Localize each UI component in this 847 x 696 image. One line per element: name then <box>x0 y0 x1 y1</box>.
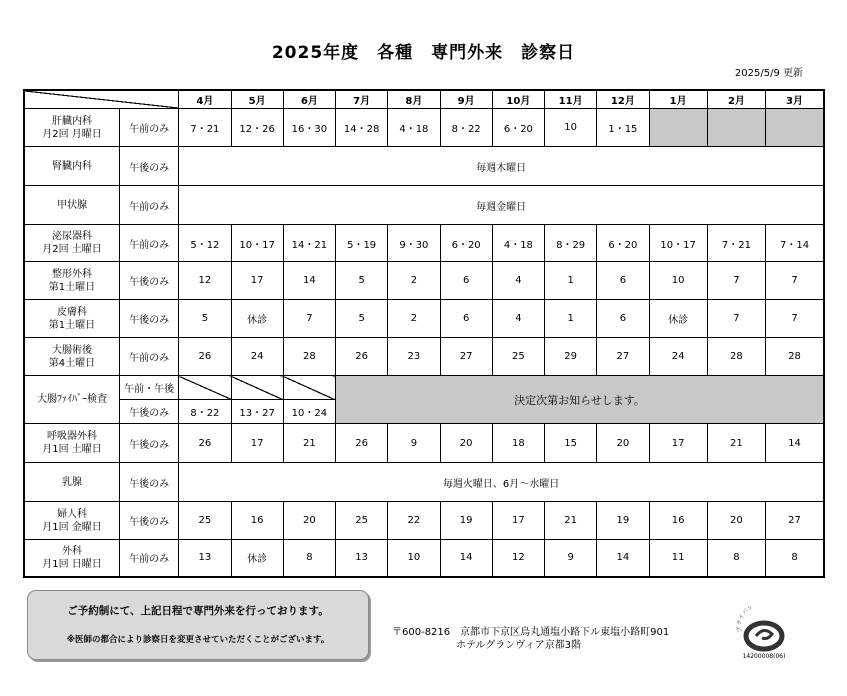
slot-cell: 午前のみ <box>119 186 178 225</box>
date-cell: 23 <box>388 338 440 376</box>
date-cell: 4 <box>492 300 544 338</box>
month-header: 1月 <box>649 90 707 109</box>
date-cell: 7・21 <box>179 109 231 147</box>
date-cell: 21 <box>707 424 765 463</box>
row-orthopedics <box>24 262 824 300</box>
slot-cell: 午前のみ <box>119 540 178 577</box>
dept-cell: 外科 月1回 日曜日 <box>24 540 119 577</box>
dept-cell: 乳腺 <box>24 463 119 502</box>
address-line-1: 〒600-8216 京都市下京区烏丸通塩小路下ル東塩小路町901 <box>392 627 670 638</box>
privacy-mark-logo <box>732 606 804 662</box>
slot-cell: 午前のみ <box>119 338 178 376</box>
na-cell <box>283 376 335 400</box>
row-thyroid <box>24 186 824 225</box>
date-cell: 27 <box>440 338 492 376</box>
dept-cell: 泌尿器科 月2回 土曜日 <box>24 225 119 262</box>
note-line-2: ※医師の都合により診察日を変更させていただくことがございます。 <box>66 635 330 645</box>
date-cell: 7 <box>707 262 765 300</box>
date-cell: 6 <box>597 300 649 338</box>
date-cell: 9 <box>388 424 440 463</box>
slot-cell: 午前・午後 <box>119 376 178 400</box>
row-dermatology <box>24 300 824 338</box>
date-cell: 17 <box>231 262 283 300</box>
date-cell: 4・18 <box>492 225 544 262</box>
date-cell: 6・20 <box>440 225 492 262</box>
date-cell: 29 <box>545 338 597 376</box>
date-cell: 21 <box>545 502 597 540</box>
date-cell: 22 <box>388 502 440 540</box>
date-cell: 7 <box>283 300 335 338</box>
date-cell: 14 <box>597 540 649 577</box>
date-cell: 7 <box>707 300 765 338</box>
date-cell: 9 <box>545 540 597 577</box>
date-cell: 7・21 <box>707 225 765 262</box>
date-cell: 5 <box>336 262 388 300</box>
date-cell: 6 <box>440 300 492 338</box>
header-row <box>24 90 824 109</box>
date-cell: 6・20 <box>492 109 544 147</box>
date-cell: 20 <box>597 424 649 463</box>
updated-date: 2025/5/9 更新 <box>734 68 803 79</box>
date-cell: 26 <box>179 338 231 376</box>
slot-cell: 午後のみ <box>119 147 178 186</box>
row-colon-postop <box>24 338 824 376</box>
row-breast <box>24 463 824 502</box>
month-header: 8月 <box>388 90 440 109</box>
date-cell: 13 <box>179 540 231 577</box>
date-cell: 1・15 <box>597 109 649 147</box>
dept-cell: 皮膚科 第1土曜日 <box>24 300 119 338</box>
na-cell <box>179 376 231 400</box>
dept-cell: 大腸ﾌｧｲﾊﾞｰ検査 <box>24 376 119 424</box>
date-cell: 28 <box>707 338 765 376</box>
date-cell: 16・30 <box>283 109 335 147</box>
closed-cell: 休診 <box>231 540 283 577</box>
date-cell: 10・17 <box>649 225 707 262</box>
date-cell: 20 <box>440 424 492 463</box>
row-liver <box>24 109 824 147</box>
date-cell: 5・12 <box>179 225 231 262</box>
date-cell: 28 <box>766 338 824 376</box>
dept-cell: 呼吸器外科 月1回 土曜日 <box>24 424 119 463</box>
closed-cell: 休診 <box>231 300 283 338</box>
date-cell: 14 <box>283 262 335 300</box>
address-line-2: ホテルグランヴィア京都3階 <box>456 640 582 651</box>
date-cell: 25 <box>179 502 231 540</box>
slot-cell: 午後のみ <box>119 300 178 338</box>
date-cell: 16 <box>649 502 707 540</box>
date-cell: 13・27 <box>231 400 283 424</box>
date-cell: 10 <box>388 540 440 577</box>
date-cell: 12 <box>492 540 544 577</box>
date-cell: 12 <box>179 262 231 300</box>
month-header: 9月 <box>440 90 492 109</box>
month-header: 3月 <box>766 90 824 109</box>
date-cell: 14 <box>440 540 492 577</box>
dept-cell: 肝臓内科 月2回 月曜日 <box>24 109 119 147</box>
date-cell: 9・30 <box>388 225 440 262</box>
date-cell: 6・20 <box>597 225 649 262</box>
date-cell: 14・21 <box>283 225 335 262</box>
privacy-mark-number: 14200008(06) <box>742 653 786 660</box>
slot-cell: 午前のみ <box>119 225 178 262</box>
row-urology <box>24 225 824 262</box>
date-cell: 28 <box>283 338 335 376</box>
date-cell: 7 <box>766 262 824 300</box>
row-surgery <box>24 540 824 577</box>
date-cell: 8・22 <box>179 400 231 424</box>
empty-cell <box>649 109 707 147</box>
empty-cell <box>766 109 824 147</box>
date-cell: 19 <box>597 502 649 540</box>
dept-cell: 婦人科 月1回 金曜日 <box>24 502 119 540</box>
date-cell: 4 <box>492 262 544 300</box>
date-cell: 10・24 <box>283 400 335 424</box>
month-header: 7月 <box>336 90 388 109</box>
month-header: 11月 <box>545 90 597 109</box>
date-cell: 8・29 <box>545 225 597 262</box>
date-cell: 26 <box>336 338 388 376</box>
date-cell: 8 <box>766 540 824 577</box>
dept-cell: 整形外科 第1土曜日 <box>24 262 119 300</box>
date-cell: 7・14 <box>766 225 824 262</box>
date-cell: 14・28 <box>336 109 388 147</box>
schedule-text: 毎週金曜日 <box>179 186 824 225</box>
date-cell: 25 <box>336 502 388 540</box>
date-cell: 17 <box>231 424 283 463</box>
reservation-note <box>27 590 369 660</box>
date-cell: 17 <box>492 502 544 540</box>
date-cell: 26 <box>336 424 388 463</box>
date-cell: 17 <box>649 424 707 463</box>
date-cell: 6 <box>597 262 649 300</box>
row-gynecology <box>24 502 824 540</box>
date-cell: 26 <box>179 424 231 463</box>
date-cell: 12・26 <box>231 109 283 147</box>
slot-cell: 午後のみ <box>119 400 178 424</box>
svg-text:プライバシー: プライバシ <box>735 606 755 633</box>
month-header: 5月 <box>231 90 283 109</box>
date-cell: 8 <box>283 540 335 577</box>
dept-cell: 腎臓内科 <box>24 147 119 186</box>
slot-cell: 午後のみ <box>119 463 178 502</box>
date-cell: 1 <box>545 300 597 338</box>
date-cell: 5・19 <box>336 225 388 262</box>
closed-cell: 休診 <box>649 300 707 338</box>
dept-cell: 大腸術後 第4土曜日 <box>24 338 119 376</box>
schedule-text: 毎週木曜日 <box>179 147 824 186</box>
note-line-1: ご予約制にて、上記日程で専門外来を行っております。 <box>67 605 329 617</box>
date-cell: 4・18 <box>388 109 440 147</box>
month-header: 6月 <box>283 90 335 109</box>
address <box>392 626 669 652</box>
date-cell: 5 <box>336 300 388 338</box>
date-cell: 7 <box>766 300 824 338</box>
date-cell: 13 <box>336 540 388 577</box>
date-cell: 1 <box>545 262 597 300</box>
schedule-text: 毎週火曜日、6月～水曜日 <box>179 463 824 502</box>
date-cell: 27 <box>766 502 824 540</box>
date-cell: 25 <box>492 338 544 376</box>
date-cell: 10 <box>545 109 597 147</box>
schedule-table <box>23 89 825 578</box>
dept-cell: 甲状腺 <box>24 186 119 225</box>
month-header: 2月 <box>707 90 765 109</box>
date-cell: 18 <box>492 424 544 463</box>
date-cell: 16 <box>231 502 283 540</box>
slot-cell: 午後のみ <box>119 502 178 540</box>
na-cell <box>231 376 283 400</box>
row-colonoscopy-am-pm <box>24 376 824 400</box>
date-cell: 2 <box>388 262 440 300</box>
date-cell: 21 <box>283 424 335 463</box>
date-cell: 20 <box>283 502 335 540</box>
date-cell: 14 <box>766 424 824 463</box>
date-cell: 20 <box>707 502 765 540</box>
date-cell: 19 <box>440 502 492 540</box>
slot-cell: 午前のみ <box>119 109 178 147</box>
date-cell: 24 <box>231 338 283 376</box>
date-cell: 11 <box>649 540 707 577</box>
page-title: 2025年度 各種 専門外来 診察日 <box>271 43 576 63</box>
date-cell: 10 <box>649 262 707 300</box>
month-header: 10月 <box>492 90 544 109</box>
date-cell: 27 <box>597 338 649 376</box>
date-cell: 2 <box>388 300 440 338</box>
corner-cell <box>24 90 179 109</box>
date-cell: 6 <box>440 262 492 300</box>
privacy-mark-icon <box>732 606 804 654</box>
month-header: 12月 <box>597 90 649 109</box>
date-cell: 5 <box>179 300 231 338</box>
date-cell: 15 <box>545 424 597 463</box>
date-cell: 24 <box>649 338 707 376</box>
slot-cell: 午後のみ <box>119 424 178 463</box>
empty-cell <box>707 109 765 147</box>
month-header: 4月 <box>179 90 231 109</box>
date-cell: 10・17 <box>231 225 283 262</box>
tbd-notice: 決定次第お知らせします。 <box>336 376 825 424</box>
row-kidney <box>24 147 824 186</box>
row-respiratory-surgery <box>24 424 824 463</box>
slot-cell: 午後のみ <box>119 262 178 300</box>
date-cell: 8 <box>707 540 765 577</box>
date-cell: 8・22 <box>440 109 492 147</box>
